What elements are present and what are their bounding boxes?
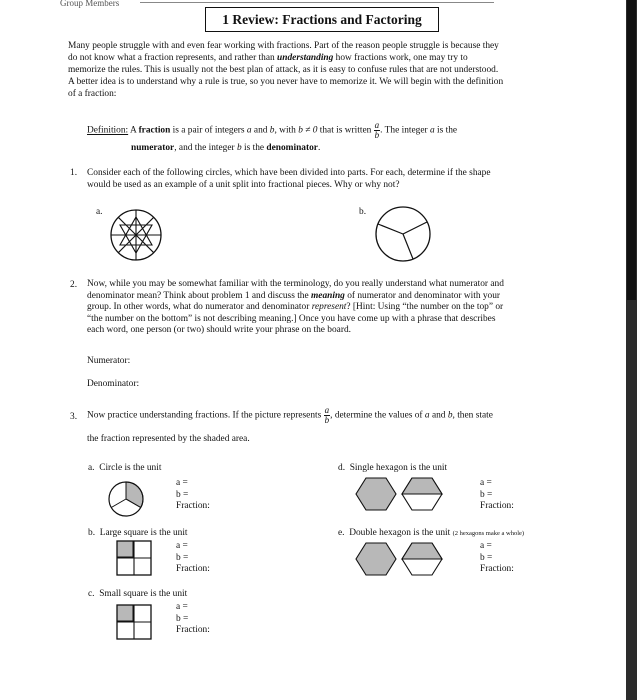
q1-text: Consider each of the following circles, which have been divided into parts. For each, determine if the shape would be used as an example of a unit split into fractional pieces. Why or why not?	[87, 168, 491, 190]
denominator-term: denominator	[266, 143, 318, 153]
q1b-circle-figure	[374, 205, 432, 263]
scrollbar-thumb[interactable]	[627, 0, 636, 300]
q3d-answers: a = b = Fraction:	[480, 478, 514, 511]
q3a-heading: a. Circle is the unit	[88, 463, 162, 473]
header-rule	[60, 0, 494, 8]
q3-number: 3.	[70, 412, 78, 422]
q1a-label: a.	[96, 207, 103, 217]
q2-number: 2.	[70, 280, 78, 290]
fraction-label: Fraction:	[176, 501, 210, 511]
q3-fraction: $\frac{a}{b}$	[324, 405, 330, 425]
denominator-label: Denominator:	[87, 379, 140, 389]
q1a-circle-figure	[108, 207, 164, 263]
q3c-square-figure	[116, 604, 152, 640]
intro-line: memorize the rules. This is usually not the best plan of attack, as it is easy to confuse rules that are not understood.	[68, 65, 499, 75]
scrollbar-track[interactable]	[626, 0, 637, 700]
intro-line: A better idea is to understand why a rule is true, so you never have to memorize it. We will begin with the definition	[68, 77, 504, 87]
numerator-term: numerator	[131, 143, 175, 153]
q3a-circle-figure	[107, 480, 145, 518]
a-equals: a =	[176, 478, 188, 488]
b-equals: b =	[176, 489, 189, 500]
q3d-hexagons-figure	[355, 475, 445, 513]
q3e-answers: a = b = Fraction:	[480, 541, 514, 574]
definition-line2: numerator, and the integer b is the denominator.	[131, 143, 321, 153]
intro-line: Many people struggle with and even fear working with fractions. Part of the reason people struggle is because they	[68, 41, 499, 51]
intro-paragraph	[68, 40, 588, 100]
q2-text: Now, while you may be somewhat familiar with the terminology, do you really understand what numerator and denominator mean? Think about problem 1 and discuss the meaning of numerator and denominator with your group. In other words, what do numerator and denominator represent? [Hint: Using “the number on the top” or “the number on the bottom” is not describing meaning.] Once you have come up with a phrase that describes each word, one person (or two) should write your phrase on the board.	[87, 279, 504, 336]
definition-fraction: $\frac{a}{b}$	[374, 120, 380, 140]
q3-line1: Now practice understanding fractions. If the picture represents $\frac{a}{b}$ , determine the values of a and b, then state	[87, 405, 493, 425]
q3e-hexagons-figure	[355, 540, 445, 578]
q3c-answers: a = b = Fraction:	[176, 602, 210, 635]
q3a-answers	[176, 478, 210, 513]
q3-line2: the fraction represented by the shaded area.	[87, 434, 250, 444]
q3b-heading: b. Large square is the unit	[88, 528, 188, 538]
page-title: 1 Review: Fractions and Factoring	[205, 7, 439, 32]
intro-line: of a fraction:	[68, 89, 117, 99]
definition-line1: Definition: A fraction is a pair of integers a and b, with b ≠ 0 that is written $\frac{a}{b}$ . The integer a is the	[87, 120, 458, 140]
numerator-label: Numerator:	[87, 356, 131, 366]
q3b-square-figure	[116, 540, 152, 576]
q1-number: 1.	[70, 168, 78, 178]
definition-label: Definition:	[87, 125, 129, 136]
group-members-label: Group Members	[60, 0, 120, 8]
q3d-heading: d. Single hexagon is the unit	[338, 463, 448, 473]
q3e-note: (2 hexagons make a whole)	[452, 530, 525, 537]
q3e-heading: e. Double hexagon is the unit (2 hexagons make a whole)	[338, 528, 525, 538]
q3b-answers: a = b = Fraction:	[176, 541, 210, 574]
intro-line: do not know what a fraction represents, and rather than understanding how fractions work, one may try to	[68, 53, 468, 63]
q3c-heading: c. Small square is the unit	[88, 589, 188, 599]
q1b-label: b.	[359, 207, 367, 217]
fraction-term: fraction	[138, 125, 171, 136]
